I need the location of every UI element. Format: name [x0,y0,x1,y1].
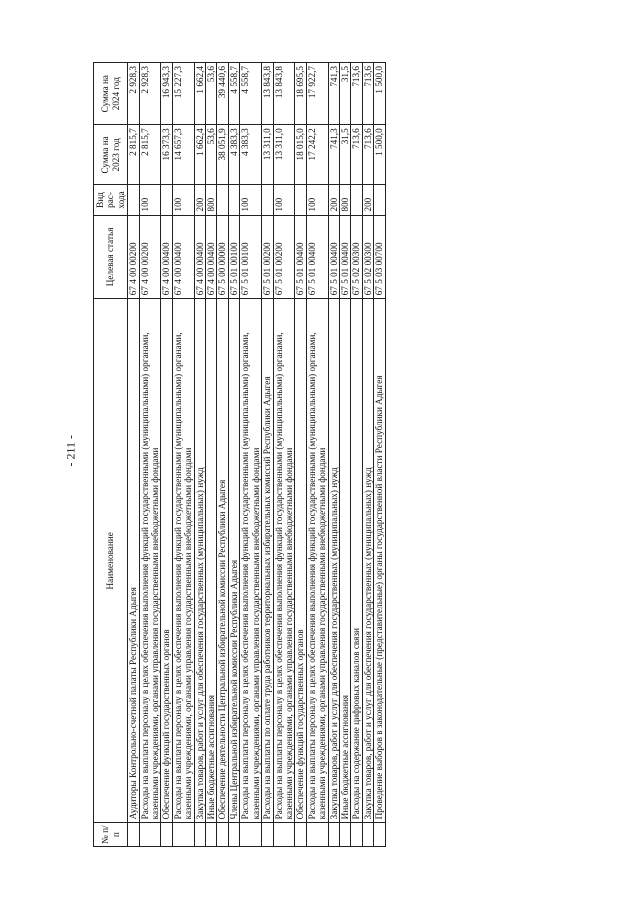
row-name: Расходы на выплаты персоналу в целях обеспечения выполнения функций государственными (муниципальными) органами, казенными учреждениями, органами управления государственными внебюджетными фондами [273,299,295,823]
page-number: - 211 - [63,434,78,467]
table-row [362,63,373,847]
row-name: Расходы на выплаты персоналу в целях обеспечения выполнения функций государственными (муниципальными) органами, казенными учреждениями, органами управления государственными внебюджетными фондами [139,299,161,823]
row-name: Закупка товаров, работ и услуг для обеспечения государственных (муниципальных) нужд [362,299,373,823]
row-sum-2024: 18 695,5 [295,63,306,125]
row-num [262,823,273,847]
row-code: 67 5 01 00100 [228,215,239,299]
header-kind: Вид рас-хода [94,185,128,215]
row-sum-2023: 713,6 [351,125,362,185]
row-num [206,823,217,847]
row-sum-2023: 4 383,3 [228,125,239,185]
row-num [306,823,328,847]
row-name: Расходы на выплаты персоналу в целях обеспечения выполнения функций государственными (муниципальными) органами, казенными учреждениями, органами управления государственными внебюджетными фондами [240,299,262,823]
table-row [217,63,228,847]
row-sum-2024: 13 843,8 [273,63,295,125]
row-sum-2024: 741,3 [328,63,339,125]
row-name: Проведение выборов в законодательные (представительные) органы государственной власти Республики Адыгея [374,299,385,823]
row-code: 67 5 01 00400 [328,215,339,299]
row-sum-2023: 713,6 [362,125,373,185]
row-kind: 800 [339,185,350,215]
table-row [161,63,172,847]
table-row [128,63,139,847]
row-num [328,823,339,847]
row-kind [295,185,306,215]
row-code: 67 5 03 00700 [374,215,385,299]
header-name: Наименование [94,299,128,823]
budget-table [93,62,386,847]
row-num [194,823,205,847]
row-name: Закупка товаров, работ и услуг для обеспечения государственных (муниципальных) нужд [194,299,205,823]
header-sum-2024: Сумма на 2024 год [94,63,128,125]
row-num [172,823,194,847]
row-code: 67 5 01 00400 [339,215,350,299]
row-num [161,823,172,847]
row-num [217,823,228,847]
row-code: 67 4 00 00200 [128,215,139,299]
row-kind [262,185,273,215]
row-num [362,823,373,847]
row-sum-2023: 13 311,0 [262,125,273,185]
header-code: Целевая статья [94,215,128,299]
table-row [262,63,273,847]
table-row [273,63,295,847]
row-sum-2024: 31,5 [339,63,350,125]
row-num [240,823,262,847]
row-sum-2024: 4 558,7 [240,63,262,125]
row-name: Обеспечение функций государственных органов [161,299,172,823]
row-kind: 100 [139,185,161,215]
table-body [128,63,385,847]
row-kind [128,185,139,215]
row-name: Обеспечение деятельности Центральной избирательной комиссии Республики Адыгея [217,299,228,823]
header-sum-2023: Сумма на 2023 год [94,125,128,185]
table-row [339,63,350,847]
row-num [339,823,350,847]
row-code: 67 4 00 00400 [172,215,194,299]
row-sum-2024: 16 943,3 [161,63,172,125]
row-sum-2023: 17 242,2 [306,125,328,185]
row-sum-2024: 13 843,8 [262,63,273,125]
row-num [128,823,139,847]
row-kind [374,185,385,215]
row-sum-2024: 1 662,4 [194,63,205,125]
row-kind: 100 [172,185,194,215]
row-sum-2023: 2 815,7 [139,125,161,185]
row-sum-2023: 14 657,3 [172,125,194,185]
row-sum-2023: 2 815,7 [128,125,139,185]
row-num [351,823,362,847]
row-num [273,823,295,847]
row-code: 67 5 02 00300 [351,215,362,299]
row-sum-2023: 31,5 [339,125,350,185]
row-code: 67 4 00 00200 [139,215,161,299]
row-name: Расходы на выплаты персоналу в целях обеспечения выполнения функций государственными (муниципальными) органами, казенными учреждениями, органами управления государственными внебюджетными фондами [172,299,194,823]
table-header-row [94,63,128,847]
row-code: 67 5 01 00100 [240,215,262,299]
row-sum-2024: 53,6 [206,63,217,125]
row-sum-2023: 38 051,9 [217,125,228,185]
row-code: 67 4 00 00400 [161,215,172,299]
row-kind [217,185,228,215]
row-name: Обеспечение функций государственных органов [295,299,306,823]
row-sum-2024: 17 922,7 [306,63,328,125]
table-row [206,63,217,847]
row-code: 67 5 01 00400 [306,215,328,299]
table-row [194,63,205,847]
row-name: Аудиторы Контрольно-счетной палаты Республики Адыгея [128,299,139,823]
row-sum-2024: 39 440,6 [217,63,228,125]
row-kind: 100 [240,185,262,215]
row-sum-2024: 4 558,7 [228,63,239,125]
table-row [374,63,385,847]
row-sum-2024: 2 928,3 [139,63,161,125]
row-sum-2023: 53,6 [206,125,217,185]
row-kind: 100 [306,185,328,215]
row-num [374,823,385,847]
row-sum-2024: 1 500,0 [374,63,385,125]
row-kind: 200 [194,185,205,215]
row-kind: 100 [273,185,295,215]
row-code: 67 4 00 00400 [206,215,217,299]
row-sum-2023: 16 373,3 [161,125,172,185]
row-sum-2023: 1 500,0 [374,125,385,185]
row-code: 67 4 00 00400 [194,215,205,299]
row-num [295,823,306,847]
row-name: Члены Центральной избирательной комиссии Республики Адыгея [228,299,239,823]
table-row [295,63,306,847]
row-name: Расходы на содержание цифровых каналов связи [351,299,362,823]
row-name: Расходы на выплаты персоналу в целях обеспечения выполнения функций государственными (муниципальными) органами, казенными учреждениями, органами управления государственными внебюджетными фондами [306,299,328,823]
row-kind [161,185,172,215]
row-sum-2023: 4 383,3 [240,125,262,185]
row-code: 67 5 01 00400 [295,215,306,299]
row-num [228,823,239,847]
table-row [228,63,239,847]
row-kind: 800 [206,185,217,215]
row-sum-2024: 2 928,3 [128,63,139,125]
row-code: 67 5 01 00200 [262,215,273,299]
table-row [306,63,328,847]
row-code: 67 5 02 00300 [362,215,373,299]
row-sum-2024: 15 227,3 [172,63,194,125]
row-name: Расходы на выплаты по оплате труда работников территориальных избирательных комиссий Республики Адыгея [262,299,273,823]
row-sum-2023: 18 015,0 [295,125,306,185]
table-row [240,63,262,847]
table-row [139,63,161,847]
row-code: 67 5 01 00200 [273,215,295,299]
row-num [139,823,161,847]
row-sum-2024: 713,6 [351,63,362,125]
row-sum-2023: 13 311,0 [273,125,295,185]
row-kind: 200 [328,185,339,215]
row-name: Иные бюджетные ассигнования [339,299,350,823]
table-row [328,63,339,847]
table-row [351,63,362,847]
row-name: Иные бюджетные ассигнования [206,299,217,823]
row-name: Закупка товаров, работ и услуг для обеспечения государственных (муниципальных) нужд [328,299,339,823]
row-sum-2023: 1 662,4 [194,125,205,185]
row-kind: 200 [362,185,373,215]
table-row [172,63,194,847]
row-sum-2023: 741,3 [328,125,339,185]
budget-table-rotated [93,62,545,847]
row-sum-2024: 713,6 [362,63,373,125]
row-code: 67 5 00 00000 [217,215,228,299]
row-kind [228,185,239,215]
row-kind [351,185,362,215]
header-num: № п/п [94,823,128,847]
